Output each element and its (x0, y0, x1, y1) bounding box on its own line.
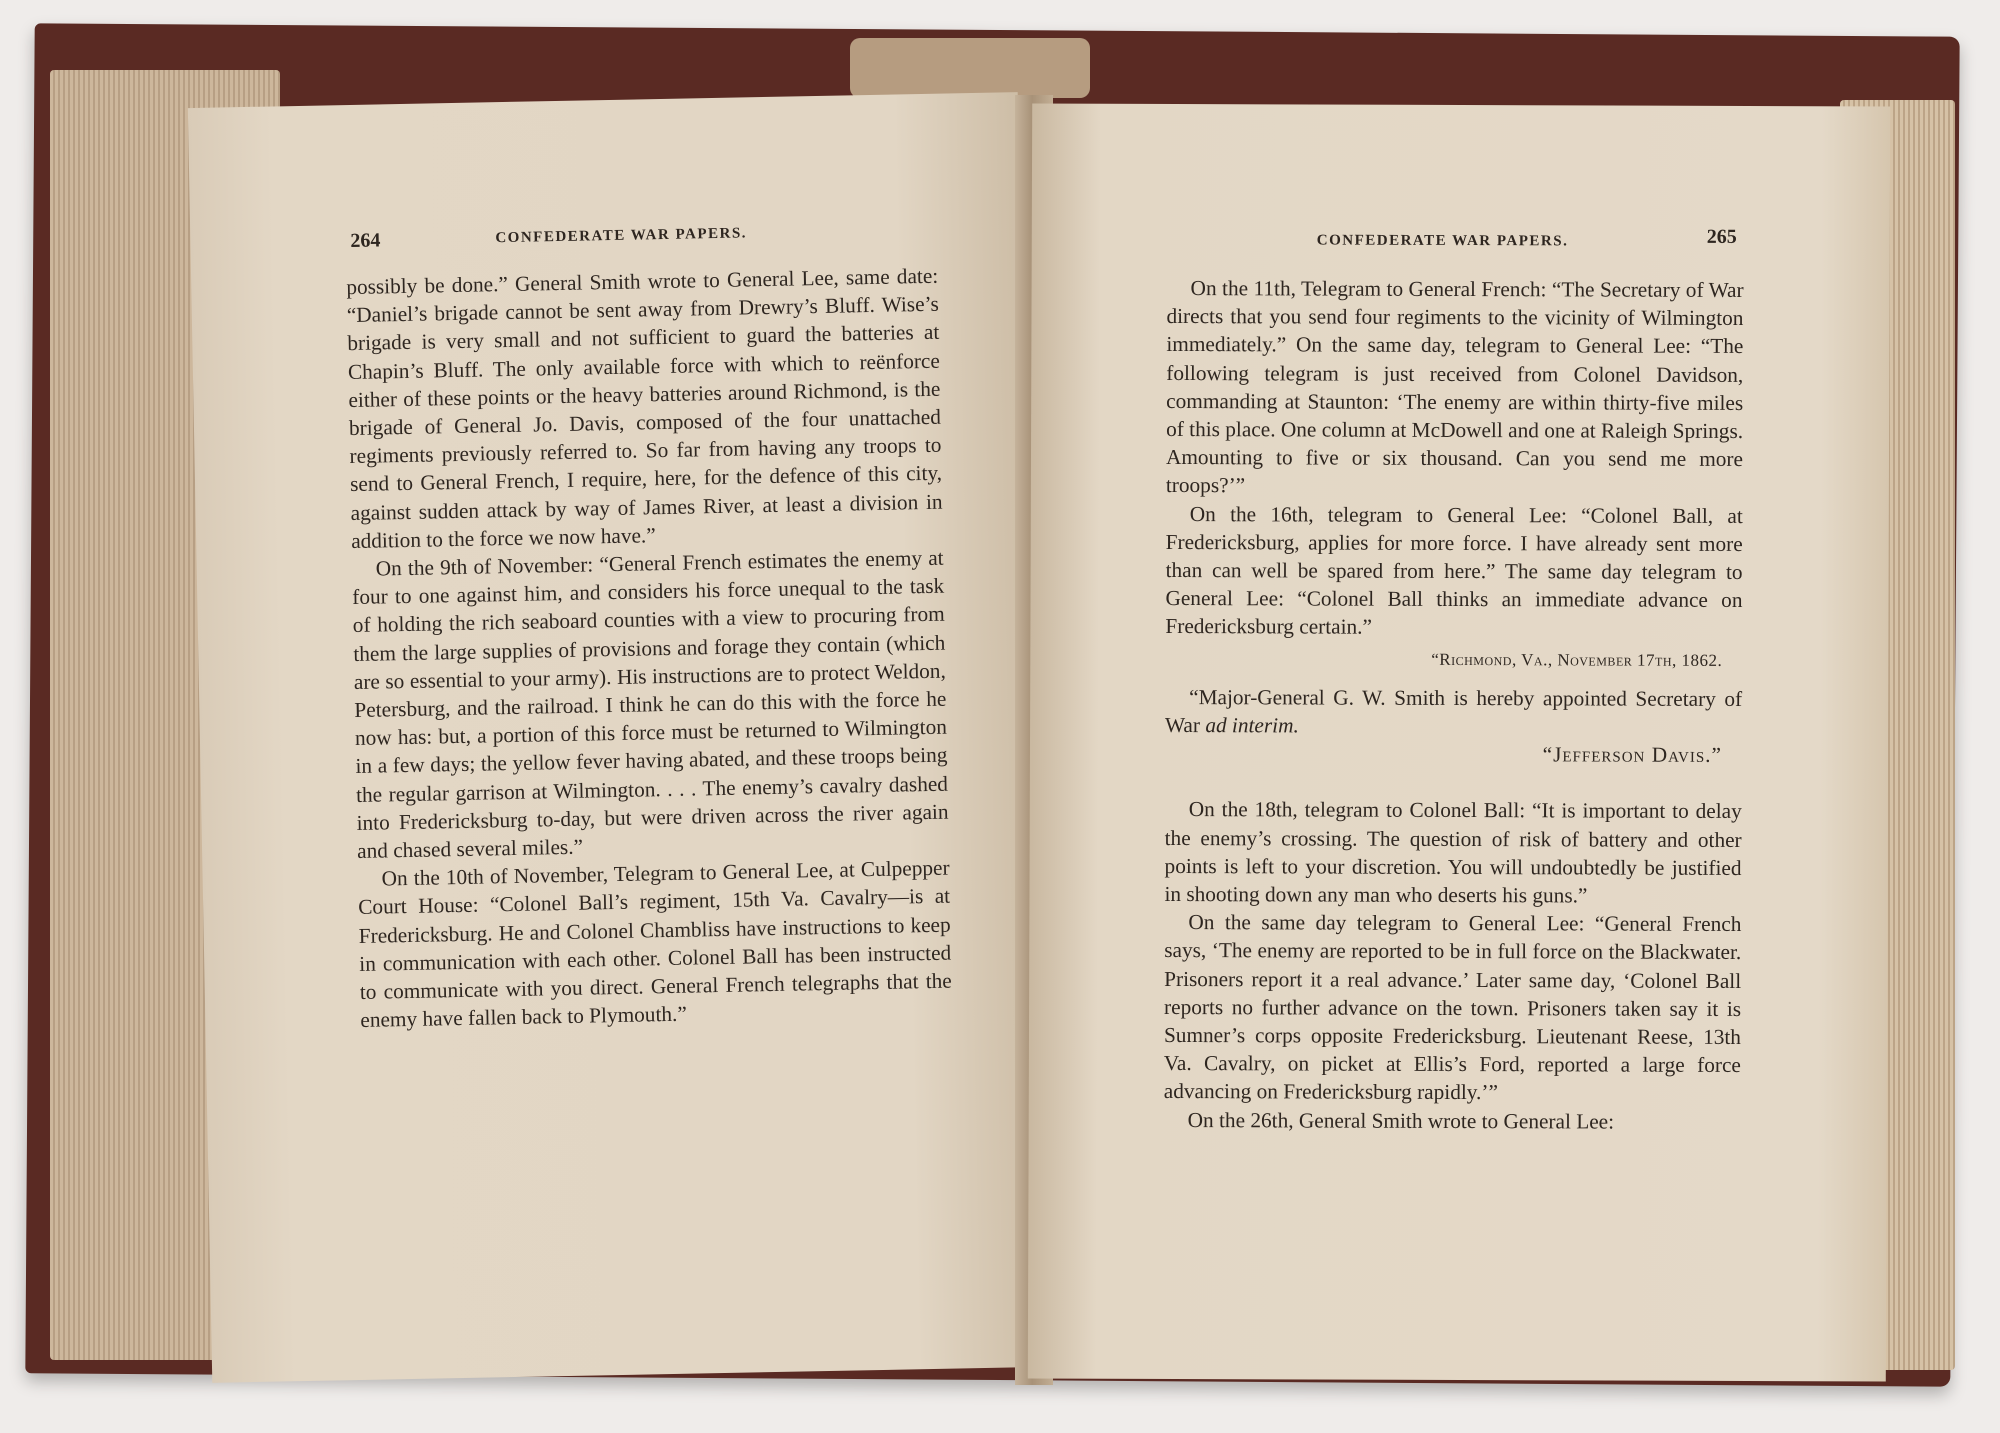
page-number: 265 (1706, 225, 1737, 248)
dateline: “Richmond, Va., November 17th, 1862. (1431, 649, 1723, 670)
paragraph: On the 9th of November: “General French estimates the enemy at four to one against him, and considers his force unequal to the task of holding the rich seaboard counties with a view to procuring from them the large supplies of provisions and forage they contain (which are so essential to your army). His instructions are to protect Weldon, Petersburg, and the railroad. I think he can do this with the force he now has: but, a portion of this force must be returned to Wilmington in a few days; the yellow fever having abated, and these troops being the regular garrison at Wilmington. . . . The enemy’s cavalry dashed into Fredericksburg to-day, but were driven across the river again and chased several miles.” (352, 545, 949, 864)
page-number: 264 (350, 229, 381, 252)
appointment-paragraph (1165, 683, 1742, 741)
paragraph: On the 18th, telegram to Colonel Ball: “It is important to delay the enemy’s crossing. The question of risk of battery and other points is left to your discretion. You will undoubtedly be justified in shooting down any man who deserts his guns.” (1164, 797, 1742, 908)
book-spine (850, 38, 1090, 98)
left-page (188, 92, 1042, 1383)
signature: “Jefferson Davis.” (1542, 742, 1722, 768)
right-page (1028, 104, 1890, 1382)
page-body (346, 262, 953, 1035)
running-head: CONFEDERATE WAR PAPERS. (1316, 232, 1569, 250)
paragraph: On the 11th, Telegram to General French: “The Secretary of War directs that you send four regiments to the vicinity of Wilmington immediately.” On the same day, telegram to General Lee: “The following telegram is just received from Colonel Davidson, commanding at Staunton: ‘The enemy are within thirty-five miles of this place. One column at McDowell and one at Raleigh Springs. Amounting to five or six thousand. Can you send me more troops?’” (1165, 276, 1744, 498)
running-head: CONFEDERATE WAR PAPERS. (495, 225, 748, 247)
paragraph: On the same day telegram to General Lee: “General French says, ‘The enemy are reported to be in full force on the Blackwater. Prisoners report it a real advance.’ Later same day, ‘Colonel Ball reports no further advance on the town. Prisoners taken say it is Sumner’s corps opposite Fredericksburg. Lieutenant Reese, 13th Va. Cavalry, on picket at Ellis’s Ford, reported a large force advancing on Fredericksburg rapidly.’” (1163, 910, 1742, 1105)
paragraph: possibly be done.” General Smith wrote to General Lee, same date: “Daniel’s brigade cannot be sent away from Drewry’s Bluff. Wise’s brigade is very small and not sufficient to guard the batteries at Chapin’s Bluff. The only available force with which to reënforce either of these points or the heavy batteries around Richmond, is the brigade of General Jo. Davis, composed of the four unattached regiments previously referred to. So far from having any troops to send to General French, I require, here, for the defence of this city, against sudden attack by way of James River, at least a division in addition to the force we now have.” (346, 263, 943, 553)
paragraph: On the 10th of November, Telegram to General Lee, at Culpepper Court House: “Colonel Ball’s regiment, 15th Va. Cavalry—is at Fredericksburg. He and Colonel Chambliss have instructions to keep in communication with each other. Colonel Ball has been instructed to communicate with you direct. General French telegraphs that the enemy have fallen back to Plymouth.” (357, 855, 952, 1033)
page-body (1164, 274, 1744, 1136)
appointment-text: “Major-General G. W. Smith is hereby appointed Secretary of War (1165, 684, 1743, 738)
appointment-italic: ad interim. (1205, 713, 1299, 738)
paragraph: On the 16th, telegram to General Lee: “Colonel Ball, at Fredericksburg, applies for more force. I have already sent more than can well be spared from here.” The same day telegram to General Lee: “Colonel Ball thinks an immediate advance on Fredericksburg certain.” (1165, 501, 1743, 640)
paragraph: On the 26th, General Smith wrote to General Lee: (1187, 1107, 1615, 1134)
